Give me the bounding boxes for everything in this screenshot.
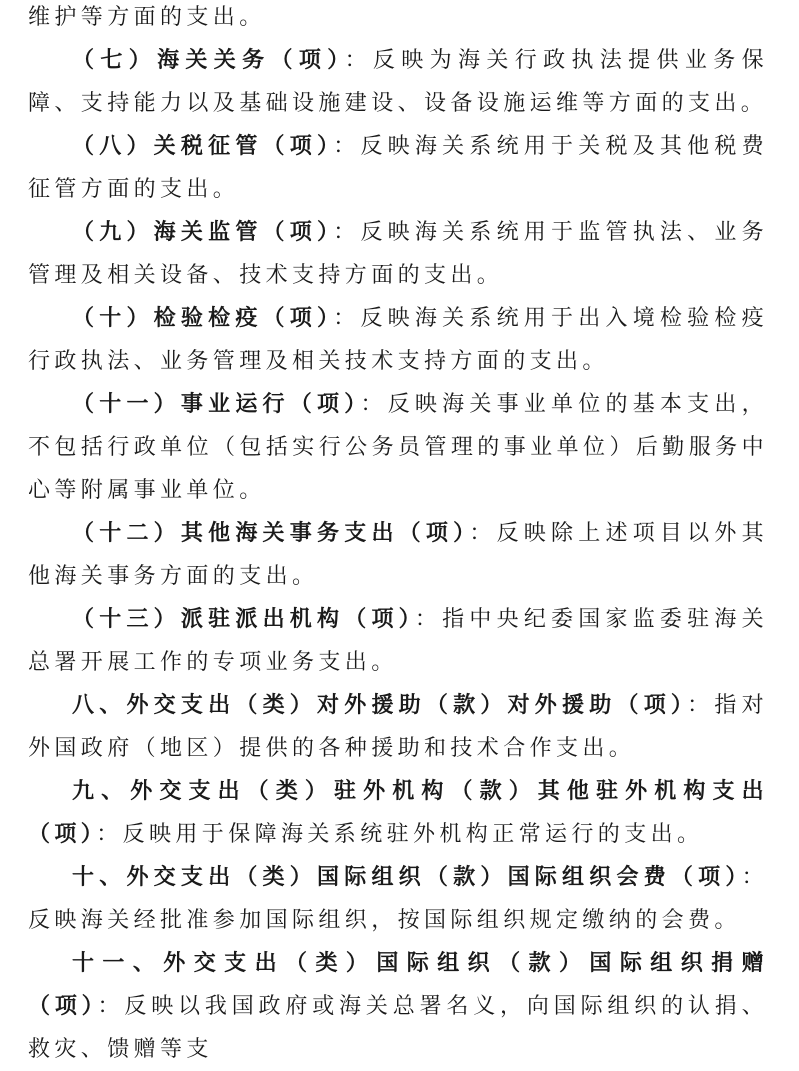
paragraph-body: ：指对外国政府（地区）提供的各种援助和技术合作支出。 <box>28 693 769 761</box>
paragraph-body: ：反映海关系统用于关税及其他税费征管方面的支出。 <box>28 134 768 202</box>
paragraph-heading: （九）海关监管（项） <box>72 220 334 245</box>
paragraph-foreign-aid <box>28 684 768 770</box>
paragraph-continuation <box>28 0 768 39</box>
paragraph-heading: 九、外交支出（类）驻外机构（款）其他驻外机构支出（项） <box>28 779 768 847</box>
paragraph-international-membership-fees <box>28 856 768 942</box>
paragraph-body: ：反映海关事业单位的基本支出，不包括行政单位（包括实行公务员管理的事业单位）后勤服务中心等附属事业单位。 <box>28 392 768 503</box>
paragraph-heading: 十一、外交支出（类）国际组织（款）国际组织捐赠（项） <box>28 951 768 1019</box>
paragraph-body: ：反映以我国政府或海关总署名义，向国际组织的认捐、救灾、馈赠等支 <box>28 994 768 1062</box>
paragraph-body: ：反映海关系统用于出入境检验检疫行政执法、业务管理及相关技术支持方面的支出。 <box>28 306 768 374</box>
document-page <box>28 0 768 1071</box>
paragraph-body: ：反映海关系统用于监管执法、业务管理及相关设备、技术支持方面的支出。 <box>28 220 768 288</box>
paragraph-heading: （十三）派驻派出机构（项） <box>72 607 415 632</box>
paragraph-heading: （十二）其他海关事务支出（项） <box>72 521 470 546</box>
paragraph-body: ：反映为海关行政执法提供业务保障、支持能力以及基础设施建设、设备设施运维等方面的支出。 <box>28 48 768 116</box>
paragraph-body: ：反映除上述项目以外其他海关事务方面的支出。 <box>28 521 768 589</box>
paragraph-body: ：指中央纪委国家监委驻海关总署开展工作的专项业务支出。 <box>28 607 769 675</box>
paragraph-heading: （七）海关关务（项） <box>72 48 345 73</box>
paragraph-dispatched-agencies <box>28 598 768 684</box>
paragraph-heading: （十一）事业运行（项） <box>72 392 361 417</box>
paragraph-customs-supervision <box>28 211 768 297</box>
paragraph-inspection-quarantine <box>28 297 768 383</box>
paragraph-international-donations <box>28 942 768 1071</box>
paragraph-body: 维护等方面的支出。 <box>28 5 266 30</box>
paragraph-overseas-agencies <box>28 770 768 856</box>
paragraph-customs-affairs <box>28 39 768 125</box>
paragraph-heading: 八、外交支出（类）对外援助（款）对外援助（项） <box>72 693 688 718</box>
paragraph-heading: 十、外交支出（类）国际组织（款）国际组织会费（项） <box>72 865 742 890</box>
paragraph-institution-operation <box>28 383 768 512</box>
paragraph-body: ：反映海关经批准参加国际组织，按国际组织规定缴纳的会费。 <box>28 865 768 933</box>
paragraph-other-customs-expenditure <box>28 512 768 598</box>
paragraph-tariff-collection <box>28 125 768 211</box>
paragraph-heading: （十）检验检疫（项） <box>72 306 334 331</box>
paragraph-heading: （八）关税征管（项） <box>72 134 334 159</box>
paragraph-body: ：反映用于保障海关系统驻外机构正常运行的支出。 <box>96 822 704 847</box>
